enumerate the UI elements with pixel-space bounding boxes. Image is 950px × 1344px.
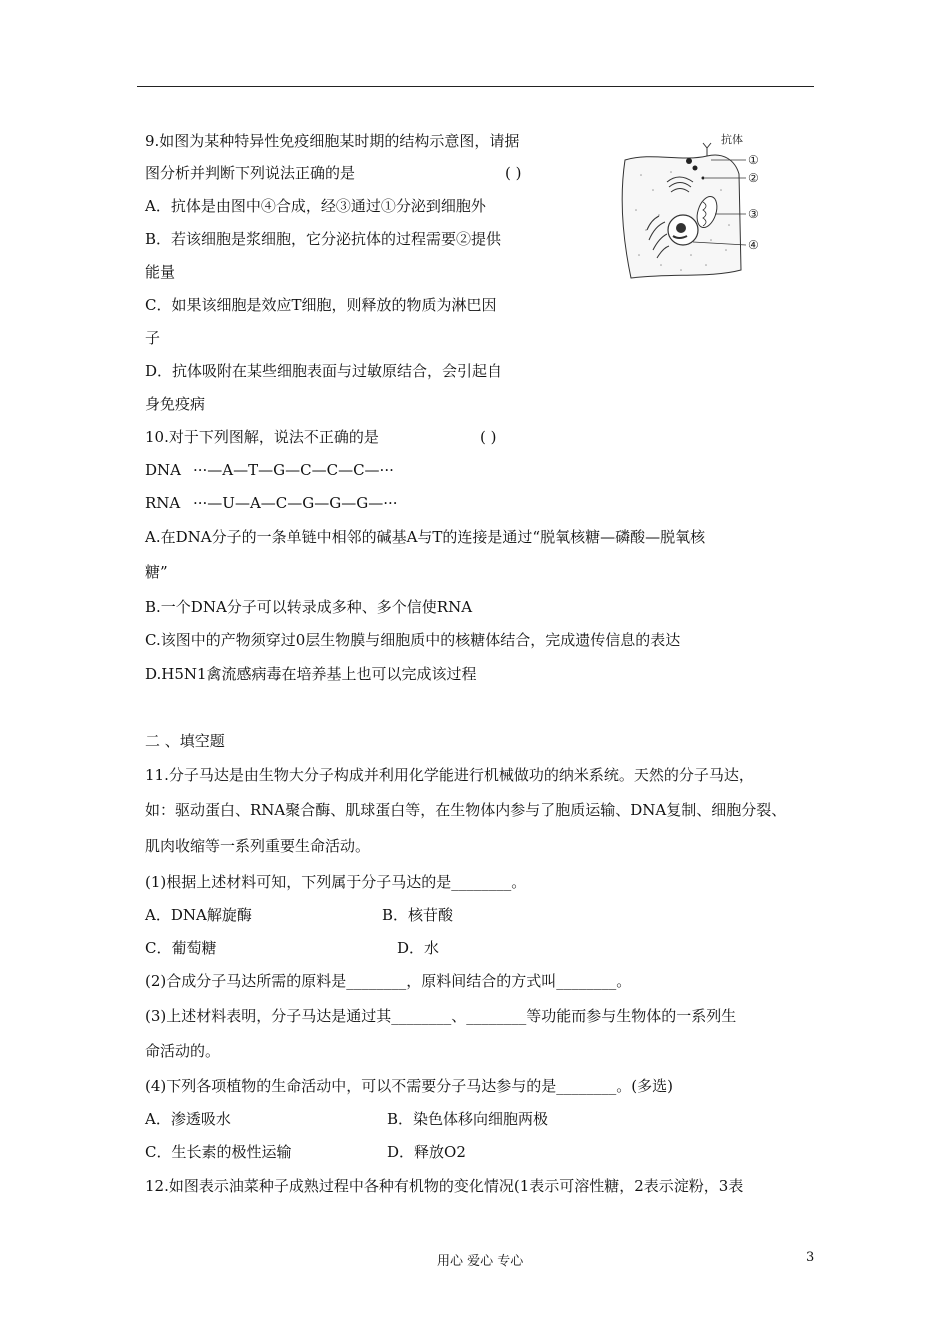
q11-part1: (1)根据上述材料可知，下列属于分子马达的是________。 bbox=[145, 873, 527, 891]
q11-part3-line2: 命活动的。 bbox=[145, 1042, 221, 1060]
q10-answer-paren: ( ) bbox=[480, 428, 497, 446]
dna-sequence: ···—A—T—G—C—C—C—··· bbox=[193, 461, 394, 479]
secretory-vesicle bbox=[686, 158, 692, 164]
q12-stem-line1: 12.如图表示油菜种子成熟过程中各种有机物的变化情况(1表示可溶性糖，2表示淀粉，3表 bbox=[145, 1177, 744, 1195]
q10-option-b: B.一个DNA分子可以转录成多种、多个信使RNA bbox=[145, 598, 473, 616]
immune-cell-diagram bbox=[611, 130, 771, 285]
q9-stem-text: 图分析并判断下列说法正确的是 bbox=[145, 164, 356, 182]
q11-part4-options-ab bbox=[145, 1109, 549, 1129]
footer-motto: 用心 爱心 专心 bbox=[437, 1254, 524, 1269]
y-antibody bbox=[703, 143, 711, 156]
q11-stem-line2: 如：驱动蛋白、RNA聚合酶、肌球蛋白等，在生物体内参与了胞质运输、DNA复制、细胞分裂、 bbox=[145, 801, 787, 819]
marker-1: ① bbox=[748, 153, 759, 167]
q9-answer-paren: ( ) bbox=[505, 164, 522, 182]
q11-stem-line3: 肌肉收缩等一系列重要生命活动。 bbox=[145, 837, 371, 855]
q9-option-d-line1: D．抗体吸附在某些细胞表面与过敏原结合，会引起自 bbox=[145, 362, 503, 380]
q10-stem bbox=[145, 427, 497, 447]
rna-sequence: ···—U—A—C—G—G—G—··· bbox=[193, 494, 398, 512]
q9-option-a: A．抗体是由图中④合成，经③通过①分泌到细胞外 bbox=[145, 197, 486, 215]
q9-stem-line2 bbox=[145, 163, 522, 183]
q11-part4-option-c: C．生长素的极性运输 bbox=[145, 1143, 292, 1161]
q11-part1-option-b: B．核苷酸 bbox=[382, 906, 454, 924]
q11-part1-option-c: C．葡萄糖 bbox=[145, 939, 217, 957]
q11-part1-option-d: D．水 bbox=[397, 939, 440, 957]
q9-option-b-line2: 能量 bbox=[145, 263, 176, 281]
q11-part4-option-a: A．渗透吸水 bbox=[145, 1110, 231, 1128]
q11-part1-options-cd bbox=[145, 938, 440, 958]
q11-part4: (4)下列各项植物的生命活动中，可以不需要分子马达参与的是________。(多选) bbox=[145, 1077, 673, 1095]
q11-part2: (2)合成分子马达所需的原料是________，原料间结合的方式叫________。 bbox=[145, 972, 632, 990]
q10-option-a-line2: 糖” bbox=[145, 563, 168, 581]
q11-part4-option-b: B．染色体移向细胞两极 bbox=[387, 1110, 549, 1128]
q9-option-c-line1: C．如果该细胞是效应T细胞，则释放的物质为淋巴因 bbox=[145, 296, 497, 314]
nucleus bbox=[668, 215, 698, 245]
q11-part3-line1: (3)上述材料表明，分子马达是通过其________、________等功能而参与生物体的一系列生 bbox=[145, 1007, 737, 1025]
q11-part4-option-d: D．释放O2 bbox=[387, 1143, 466, 1161]
secretory-vesicle bbox=[693, 166, 698, 171]
section-heading-fill-in: 二 、填空题 bbox=[145, 732, 225, 750]
marker-4: ④ bbox=[748, 238, 759, 252]
q9-option-c-line2: 子 bbox=[145, 329, 161, 347]
q9-option-d-line2: 身免疫病 bbox=[145, 395, 206, 413]
secretory-vesicle bbox=[702, 177, 705, 180]
q9-option-b-line1: B．若该细胞是浆细胞，它分泌抗体的过程需要②提供 bbox=[145, 230, 502, 248]
q10-stem-text: 10.对于下列图解，说法不正确的是 bbox=[145, 428, 379, 446]
dna-label: DNA bbox=[145, 461, 181, 479]
q10-dna-row bbox=[145, 460, 394, 480]
q9-stem-line1: 9.如图为某种特异性免疫细胞某时期的结构示意图，请据 bbox=[145, 132, 520, 150]
page-number: 3 bbox=[806, 1250, 815, 1265]
antibody-label: 抗体 bbox=[721, 134, 743, 146]
marker-3: ③ bbox=[748, 207, 759, 221]
q11-part4-options-cd bbox=[145, 1142, 466, 1162]
q11-stem-line1: 11.分子马达是由生物大分子构成并利用化学能进行机械做功的纳米系统。天然的分子马达， bbox=[145, 766, 754, 784]
q10-option-c: C.该图中的产物须穿过0层生物膜与细胞质中的核糖体结合，完成遗传信息的表达 bbox=[145, 631, 681, 649]
q11-part1-options-ab bbox=[145, 905, 454, 925]
rna-label: RNA bbox=[145, 494, 181, 512]
cell-structure-figure bbox=[611, 130, 771, 285]
q11-part1-option-a: A．DNA解旋酶 bbox=[145, 906, 252, 924]
marker-2: ② bbox=[748, 171, 759, 185]
q10-option-a-line1: A.在DNA分子的一条单链中相邻的碱基A与T的连接是通过“脱氧核糖—磷酸—脱氧核 bbox=[145, 528, 706, 546]
header-rule bbox=[137, 86, 814, 87]
q10-rna-row bbox=[145, 493, 398, 513]
q10-option-d: D.H5N1禽流感病毒在培养基上也可以完成该过程 bbox=[145, 665, 477, 683]
